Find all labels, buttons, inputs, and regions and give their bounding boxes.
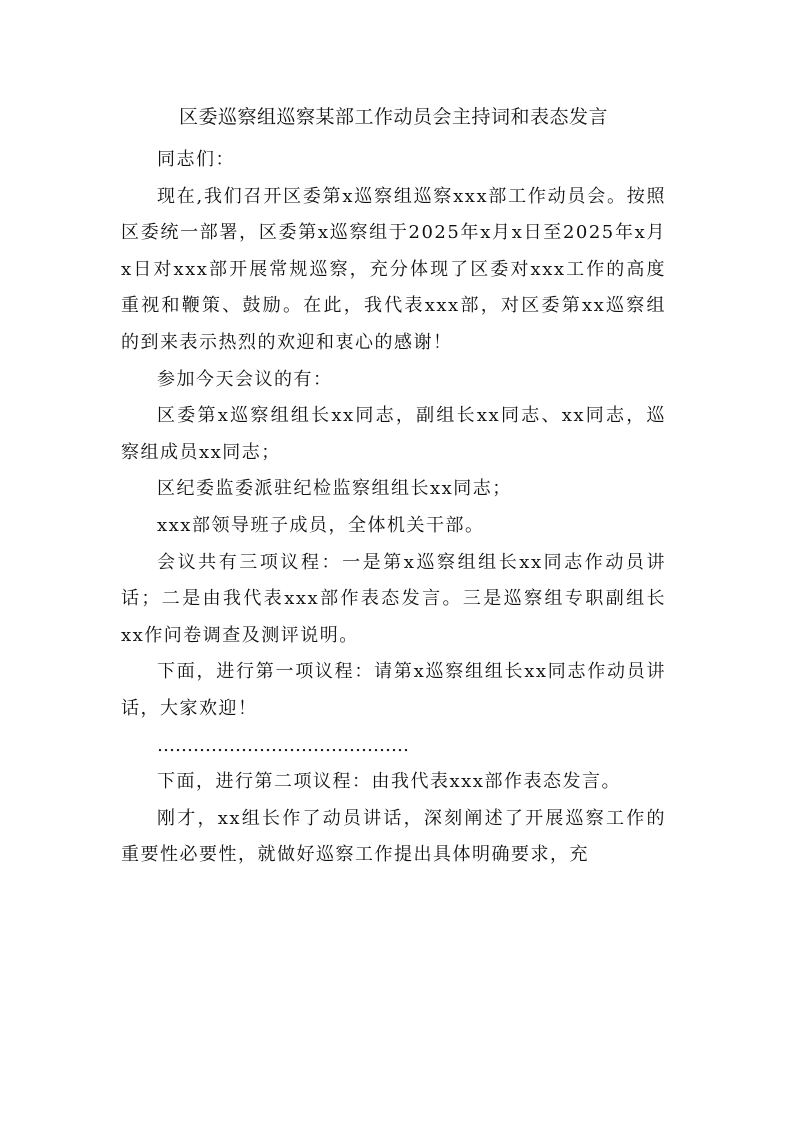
first-agenda-item: 下面，进行第一项议程：请第x巡察组组长xx同志作动员讲话，大家欢迎！	[121, 661, 666, 719]
dotted-separator: ……………………………………	[157, 734, 409, 756]
attendee-department-leaders: xxx部领导班子成员，全体机关干部。	[157, 514, 485, 536]
attendees-intro: 参加今天会议的有：	[157, 368, 333, 390]
document-title: 区委巡察组巡察某部工作动员会主持词和表态发言	[178, 106, 608, 128]
opening-paragraph: 现在,我们召开区委第x巡察组巡察xxx部工作动员会。按照区委统一部署，区委第x巡察组于2025年x月x日至2025年x月x日对xxx部开展常规巡察，充分体现了区委对xxx工作的高度重视和鞭策、鼓励。在此，我代表xxx部，对区委第xx巡察组的到来表示热烈的欢迎和衷心的感谢！	[121, 185, 666, 353]
attendee-inspection-group: 区委第x巡察组组长xx同志，副组长xx同志、xx同志，巡察组成员xx同志；	[121, 405, 666, 463]
attendee-discipline-group: 区纪委监委派驻纪检监察组组长xx同志；	[157, 478, 512, 500]
salutation: 同志们：	[157, 149, 235, 170]
document-body	[121, 98, 666, 874]
agenda-paragraph: 会议共有三项议程：一是第x巡察组组长xx同志作动员讲话；二是由我代表xxx部作表态发言。三是巡察组专职副组长xx作问卷调查及测评说明。	[121, 551, 666, 646]
statement-paragraph: 刚才，xx组长作了动员讲话，深刻阐述了开展巡察工作的重要性必要性，就做好巡察工作提出具体明确要求，充	[121, 807, 666, 866]
second-agenda-item: 下面，进行第二项议程：由我代表xxx部作表态发言。	[157, 771, 621, 793]
